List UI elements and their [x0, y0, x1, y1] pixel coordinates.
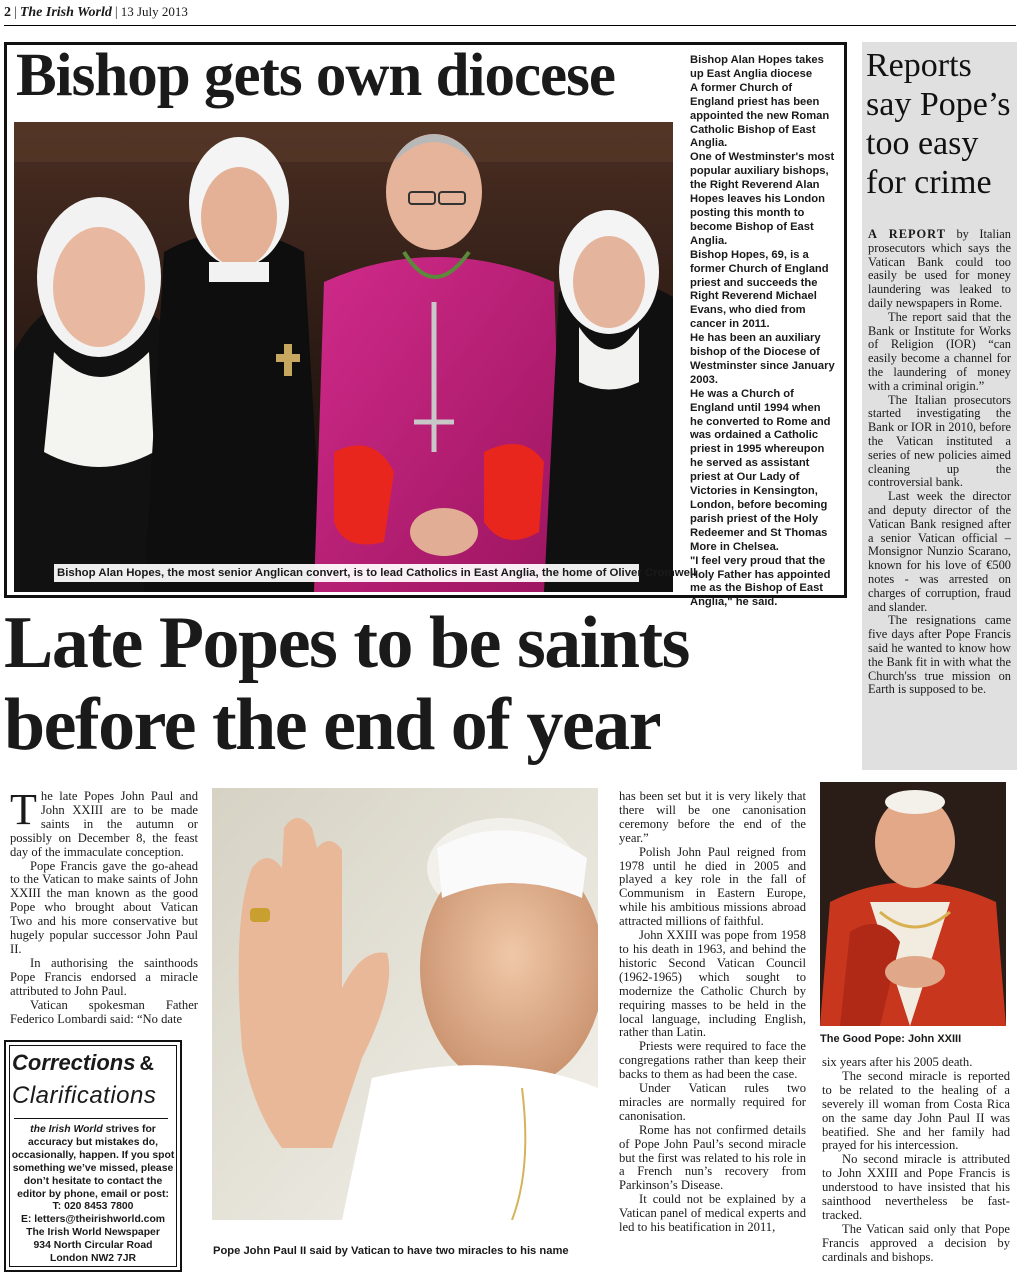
main-story-paragraph: John XXIII was pope from 1958 to his death in 1963, and behind the historic Second Vatican Council (1962-1965) which sought to modernize the Catholic Church by requiring masses to be held in the local language, including English, rather than Latin.: [619, 928, 806, 1040]
sidebar-text: [868, 228, 1011, 758]
john-paul-photo: [212, 788, 598, 1220]
main-story-paragraph: six years after his 2005 death.: [822, 1055, 973, 1069]
top-story-paragraph: He has been an auxiliary bishop of the Diocese of Westminster since January 2003.: [690, 332, 835, 386]
top-story-paragraph: A former Church of England priest has been appointed the new Roman Catholic Bishop of East Anglia.: [690, 81, 830, 150]
main-headline-line: before the end of year: [4, 684, 661, 766]
main-story-paragraph: Polish John Paul reigned from 1978 until he died in 2005 and played a key role in the fall of Communism in Eastern Europe, while his ambitious missions abroad attracted millions of faithful.: [619, 844, 806, 929]
main-headline-line: Late Popes to be saints: [4, 602, 689, 684]
top-story-text: [690, 54, 835, 609]
top-story-headline: Bishop gets own diocese: [16, 42, 615, 109]
corrections-email: E: letters@theirishworld.com: [20, 1214, 166, 1226]
top-story-paragraph: "I feel very proud that the Holy Father has appointed me as the Bishop of East Anglia," he said.: [690, 554, 831, 609]
clarifications-title: Clarifications: [12, 1082, 157, 1109]
masthead: 2 | The Irish World | 13 July 2013: [4, 4, 1016, 26]
sidebar-kicker: A REPORT: [868, 227, 946, 241]
issue-date: 13 July 2013: [120, 4, 188, 19]
sidebar-paragraph: The Italian prosecutors started investigating the Bank or IOR in 2010, before the Vatican instituted a series of new policies aimed cleaning up the controversial bank.: [868, 392, 1011, 490]
john-paul-photo-caption: Pope John Paul II said by Vatican to have two miracles to his name: [213, 1245, 569, 1257]
main-story-column-2: [619, 790, 806, 1265]
john-xxiii-photo-caption: The Good Pope: John XXIII: [820, 1033, 962, 1045]
main-story-paragraph: Priests were required to face the congregations rather than keep their backs to them as had been the case.: [619, 1039, 806, 1082]
top-story-paragraph: One of Westminster's most popular auxiliary bishops, the Right Reverend Alan Hopes leaves his London posting this month to become Bishop of East Anglia.: [690, 151, 835, 247]
corrections-divider: [14, 1118, 168, 1119]
corrections-ampersand: &: [139, 1053, 154, 1075]
top-story-paragraph: He was a Church of England until 1994 when he converted to Rome and was ordained a Catholic priest in 1995 whereupon he served as assistant priest at Our Lady of Victories in Kensington, London, before becoming parish priest of the Holy Redeemer and St Thomas More in Chelsea.: [690, 387, 831, 553]
corrections-text: strives for accuracy but mistakes do, occasionally, happen. If you spot something we’ve missed, please don’t hesitate to contact the editor by phone, email or post:: [11, 1124, 175, 1200]
corrections-address-line: London NW2 7JR: [49, 1253, 136, 1265]
corrections-title: [12, 1050, 182, 1078]
john-xxiii-photo: [820, 782, 1006, 1026]
sidebar-paragraph: by Italian prosecutors which says the Vatican Bank could too easily be used for money laundering was leaked to daily newspapers in Rome.: [868, 227, 1012, 310]
corrections-phone: T: 020 8453 7800: [52, 1201, 134, 1213]
main-story-paragraph: Pope Francis gave the go-ahead to the Vatican to make saints of John XXIII the man known as the good Pope who brought about Vatican Two and his more conservative but hugely popular successor John Paul II.: [10, 858, 198, 956]
main-headline: [4, 602, 854, 772]
sidebar-paragraph: Last week the director and deputy director of the Vatican Bank resigned after a senior Vatican official – Monsignor Nunzio Scarano, known for his love of €500 notes - was arrested on charges of corruption, fraud and slander.: [868, 489, 1011, 614]
corrections-paper-name: the Irish World: [30, 1124, 103, 1135]
main-story-paragraph: In authorising the sainthoods Pope Francis endorsed a miracle attributed to John Paul.: [10, 955, 198, 998]
corrections-body: [10, 1124, 176, 1268]
sidebar-paragraph: The resignations came five days after Pope Francis said he wanted to know how the Bank fit in with what the Church'ss true mission on Earth is supposed to be.: [868, 613, 1011, 697]
top-story-paragraph: Bishop Alan Hopes takes up East Anglia diocese: [690, 54, 824, 80]
bishop-photo-image: [14, 122, 673, 592]
main-story-paragraph: No second miracle is attributed to John XXIII and Pope Francis is understood to have insisted that his sainthood nevertheless be fast-tracked.: [822, 1152, 1010, 1222]
sidebar-paragraph: The report said that the Bank or Institute for Works of Religion (IOR) “can easily become a channel for the laundering of money with a criminal origin.”: [868, 309, 1011, 393]
main-story-paragraph: Under Vatican rules two miracles are normally required for canonisation.: [619, 1081, 806, 1123]
main-story-paragraph: The second miracle is reported to be related to the healing of a severely ill woman from Costa Rica on the same day John Paul II was beatified. She and her family had prayed for his intercession.: [822, 1068, 1010, 1153]
paper-name: The Irish World: [19, 5, 112, 20]
john-paul-photo-image: [212, 788, 598, 1220]
main-story-paragraph: has been set but it is very likely that there will be one canonisation ceremony before the end of the year.”: [619, 789, 806, 845]
main-story-column-3: [822, 1056, 1010, 1266]
main-story-paragraph: Rome has not confirmed details of Pope John Paul’s second miracle but the first was related to his role in a French nun’s recovery from Parkinson’s Disease.: [619, 1122, 806, 1193]
bishop-photo: [14, 122, 673, 592]
drop-cap: T: [10, 785, 37, 834]
main-story-paragraph: The Vatican said only that Pope Francis approved a decision by cardinals and bishops.: [822, 1221, 1010, 1264]
sidebar-headline: Reports say Pope’s too easy for crime: [866, 47, 1011, 201]
main-story-paragraph: It could not be explained by a Vatican panel of medical experts and led to his beatification in 2011,: [619, 1192, 806, 1235]
main-story-column-1: [10, 785, 198, 1030]
main-story-paragraph: Vatican spokesman Father Federico Lombardi said: “No date: [10, 997, 198, 1026]
corrections-title-text: Corrections: [12, 1050, 136, 1075]
john-xxiii-photo-image: [820, 782, 1006, 1026]
main-story-paragraph: he late Popes John Paul and John XXIII are to be made saints in the autumn or possibly on December 8, the feast day of the immaculate conception.: [10, 789, 198, 859]
corrections-address-line: The Irish World Newspaper: [26, 1227, 160, 1239]
page-number: 2: [4, 5, 11, 20]
bishop-photo-caption: Bishop Alan Hopes, the most senior Anglican convert, is to lead Catholics in East Anglia, the home of Oliver Cromwell: [54, 564, 639, 582]
top-story-paragraph: Bishop Hopes, 69, is a former Church of England priest and succeeds the Right Reverend Michael Evans, who died from cancer in 2011.: [690, 248, 829, 331]
corrections-address-line: 934 North Circular Road: [33, 1240, 153, 1252]
